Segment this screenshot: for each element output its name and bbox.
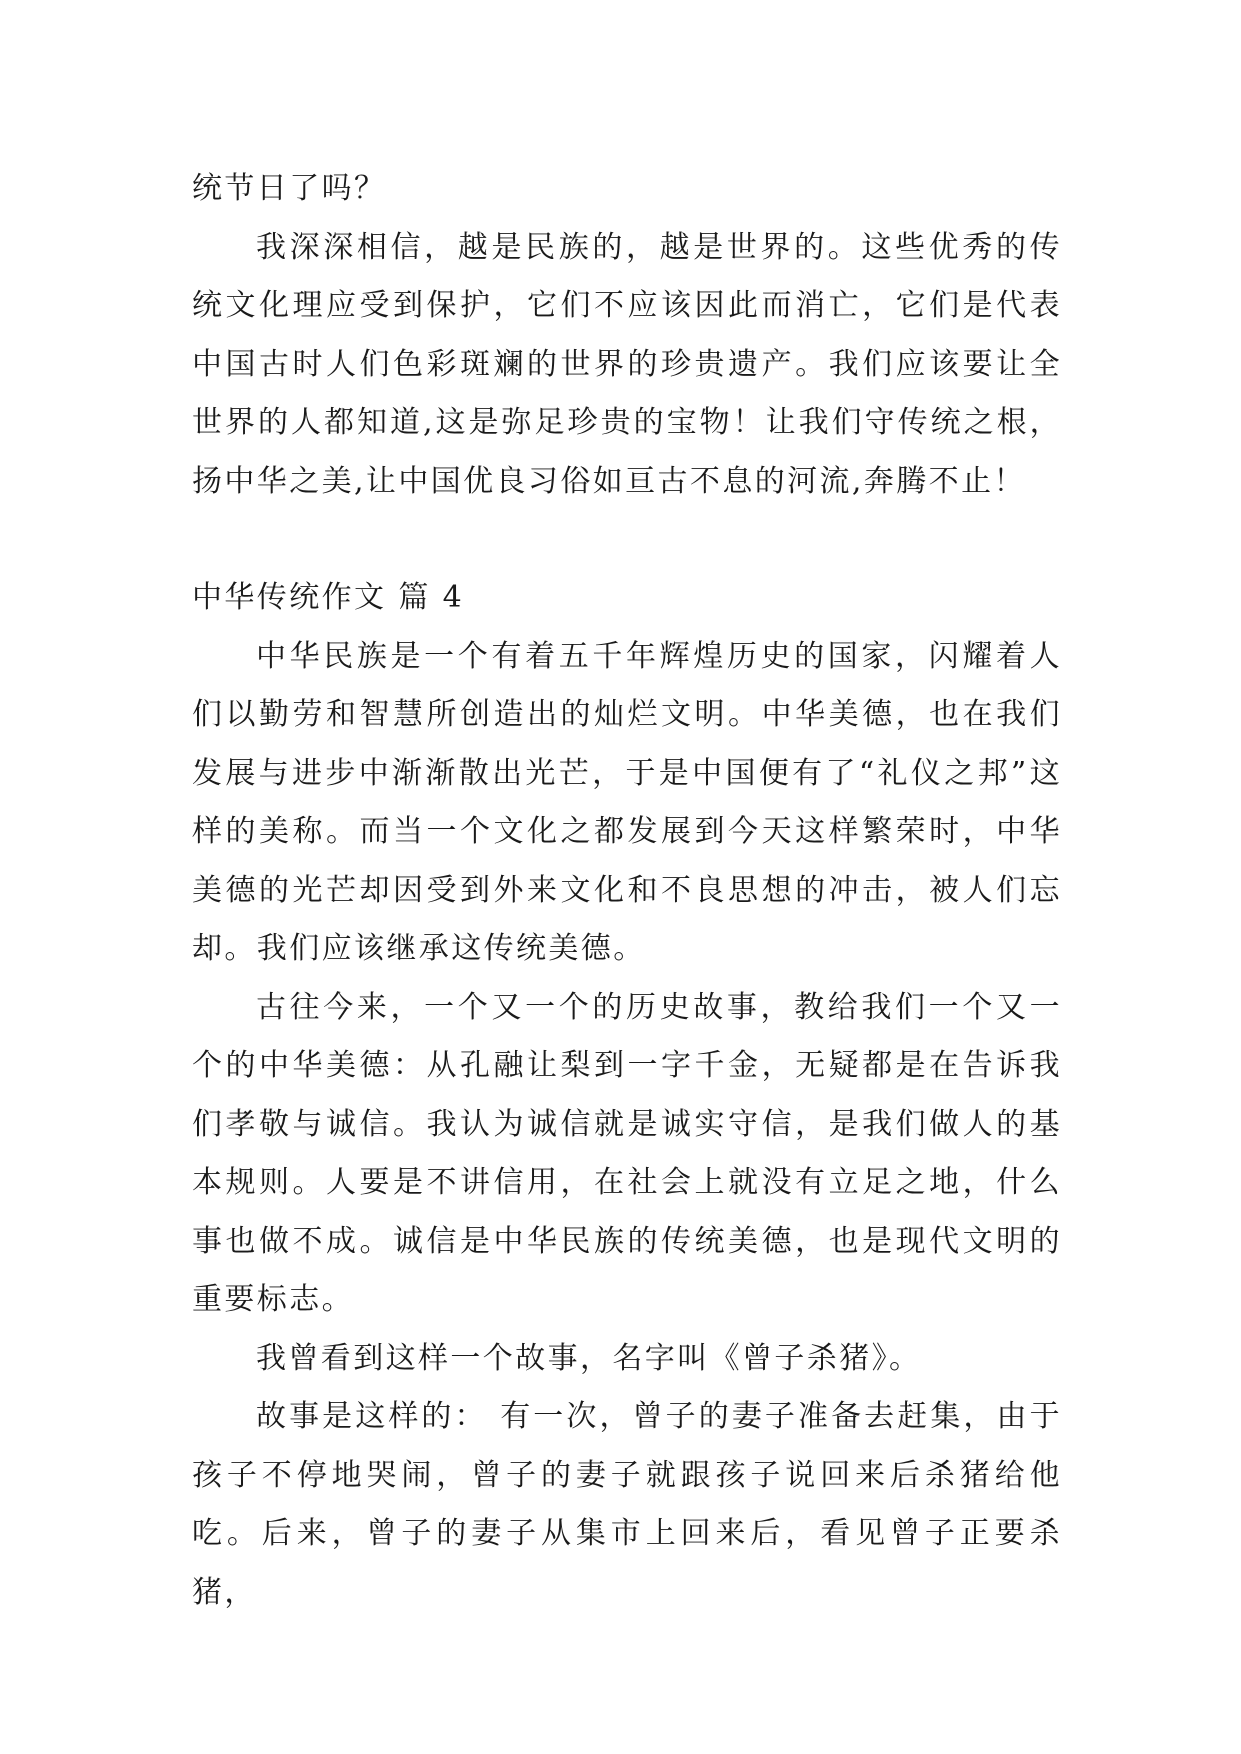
paragraph-story-title: 我曾看到这样一个故事，名字叫《曾子杀猪》。 (256, 1340, 922, 1376)
paragraph-intro: 中华民族是一个有着五千年辉煌历史的国家，闪耀着人们以勤劳和智慧所创造出的灿烂文明。中华美德，也在我们发展与进步中渐渐散出光芒，于是中国便有了“礼仪之邦”这样的美称。而当一个文化之都发展到今天这样繁荣时，中华美德的光芒却因受到外来文化和不良思想的冲击，被人们忘却。我们应该继承这传统美德。 (192, 638, 1062, 966)
continuation-line: 统节日了吗？ (192, 171, 387, 206)
document-body (192, 160, 1062, 1622)
paragraph-conclusion: 我深深相信，越是民族的，越是世界的。这些优秀的传统文化理应受到保护，它们不应该因此而消亡，它们是代表中国古时人们色彩斑斓的世界的珍贵遗产。我们应该要让全世界的人都知道,这是弥足珍贵的宝物！让我们守传统之根，扬中华之美,让中国优良习俗如亘古不息的河流,奔腾不止！ (192, 229, 1062, 499)
section-heading: 中华传统作文 篇 4 (192, 580, 465, 615)
paragraph-story: 故事是这样的： 有一次，曾子的妻子准备去赶集，由于孩子不停地哭闹，曾子的妻子就跟孩子说回来后杀猪给他吃。后来，曾子的妻子从集市上回来后，看见曾子正要杀猪， (192, 1399, 1062, 1610)
paragraph-history: 古往今来，一个又一个的历史故事，教给我们一个又一个的中华美德：从孔融让梨到一字千金，无疑都是在告诉我们孝敬与诚信。我认为诚信就是诚实守信，是我们做人的基本规则。人要是不讲信用，在社会上就没有立足之地，什么事也做不成。诚信是中华民族的传统美德，也是现代文明的重要标志。 (192, 989, 1062, 1317)
